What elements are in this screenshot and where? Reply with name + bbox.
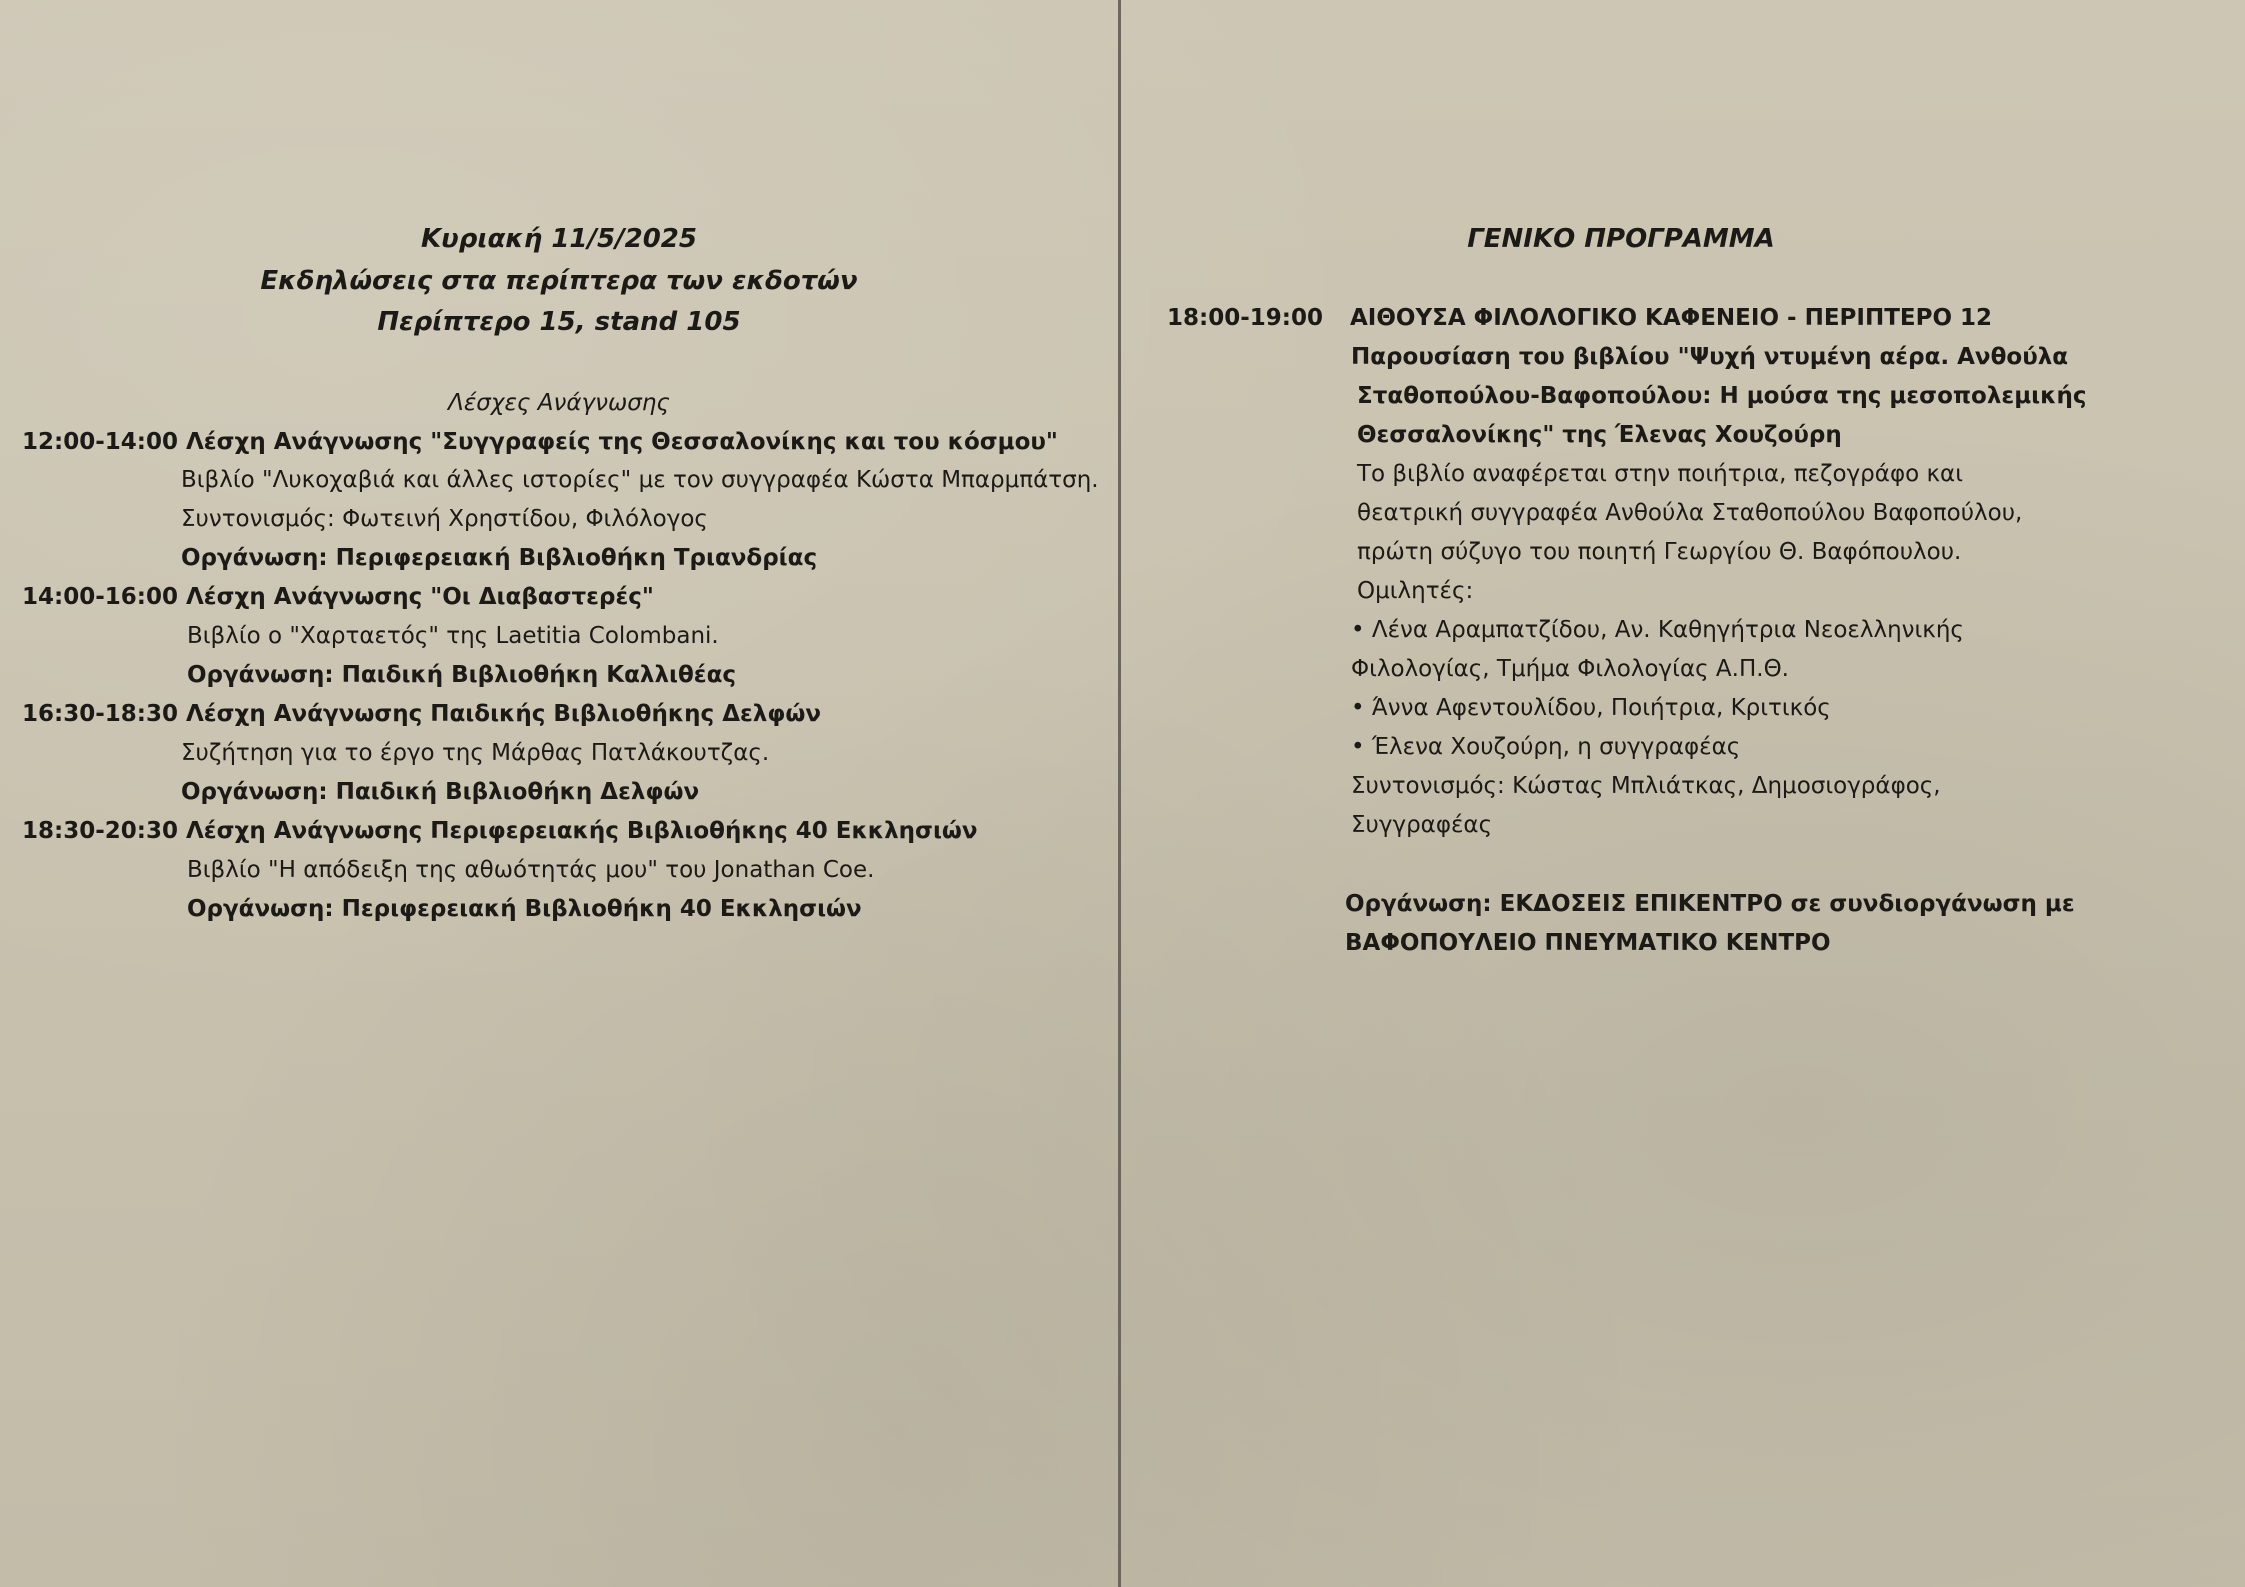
event-3-description: Συζήτηση για το έργο της Μάρθας Πατλάκουτζας. xyxy=(181,740,770,766)
event-4-book: Βιβλίο "Η απόδειξη της αθωότητάς μου" του Jonathan Coe. xyxy=(187,857,875,883)
event-3-time: 16:30-18:30 xyxy=(22,701,178,727)
event-3-organizer: Οργάνωση: Παιδική Βιβλιοθήκη Δελφών xyxy=(181,779,700,805)
event-2-book: Βιβλίο ο "Χαρταετός" της Laetitia Colombani. xyxy=(187,623,719,649)
organizer-line-2: ΒΑΦΟΠΟΥΛΕΙΟ ΠΝΕΥΜΑΤΙΚΟ ΚΕΝΤΡΟ xyxy=(1345,930,1831,956)
event-1-book: Βιβλίο "Λυκοχαβιά και άλλες ιστορίες" με τον συγγραφέα Κώστα Μπαρμπάτση. xyxy=(181,467,1099,493)
event-2-time: 14:00-16:00 xyxy=(22,584,178,610)
reading-clubs-subheading: Λέσχες Ανάγνωσης xyxy=(448,390,670,416)
event-1-coordination: Συντονισμός: Φωτεινή Χρηστίδου, Φιλόλογος xyxy=(181,506,708,532)
event-2-organizer: Οργάνωση: Παιδική Βιβλιοθήκη Καλλιθέας xyxy=(187,662,737,688)
right-column xyxy=(1121,0,2245,1587)
speaker-3: • Έλενα Χουζούρη, η συγγραφέας xyxy=(1351,734,1741,760)
description-line-1: Το βιβλίο αναφέρεται στην ποιήτρια, πεζογράφο και xyxy=(1357,461,1963,487)
coordination-continued: Συγγραφέας xyxy=(1351,812,1493,838)
event-1-organizer: Οργάνωση: Περιφερειακή Βιβλιοθήκη Τριανδρίας xyxy=(181,545,818,571)
event-1-time: 12:00-14:00 xyxy=(22,429,178,455)
description-line-2: θεατρική συγγραφέα Ανθούλα Σταθοπούλου Βαφοπούλου, xyxy=(1357,500,2023,526)
organizer-line-1: Οργάνωση: ΕΚΔΟΣΕΙΣ ΕΠΙΚΕΝΤΡΟ σε συνδιοργάνωση με xyxy=(1345,891,2075,917)
book-title-line-2: Σταθοπούλου-Βαφοπούλου: Η μούσα της μεσοπολεμικής xyxy=(1357,383,2087,409)
speaker-2: • Άννα Αφεντουλίδου, Ποιήτρια, Κριτικός xyxy=(1351,695,1831,721)
description-line-3: πρώτη σύζυγο του ποιητή Γεωργίου Θ. Βαφόπουλου. xyxy=(1357,539,1962,565)
speaker-1-continued: Φιλολογίας, Τμήμα Φιλολογίας Α.Π.Θ. xyxy=(1351,656,1789,682)
program-venue: ΑΙΘΟΥΣΑ ΦΙΛΟΛΟΓΙΚΟ ΚΑΦΕΝΕΙΟ - ΠΕΡΙΠΤΕΡΟ 12 xyxy=(1350,305,1993,331)
speaker-1: • Λένα Αραμπατζίδου, Αν. Καθηγήτρια Νεοελληνικής xyxy=(1351,617,1964,643)
event-1-title: Λέσχη Ανάγνωσης "Συγγραφείς της Θεσσαλονίκης και του κόσμου" xyxy=(186,429,1058,455)
speakers-label: Ομιλητές: xyxy=(1357,578,1474,604)
left-column xyxy=(0,0,1118,1587)
event-4-organizer: Οργάνωση: Περιφερειακή Βιβλιοθήκη 40 Εκκλησιών xyxy=(187,896,862,922)
coordination: Συντονισμός: Κώστας Μπλιάτκας, Δημοσιογράφος, xyxy=(1351,773,1941,799)
general-program-heading: ΓΕΝΙΚΟ ΠΡΟΓΡΑΜΜΑ xyxy=(1467,224,1775,254)
event-4-time: 18:30-20:30 xyxy=(22,818,178,844)
book-title-line-3: Θεσσαλονίκης" της Έλενας Χουζούρη xyxy=(1357,422,1842,448)
book-title-line-1: Παρουσίαση του βιβλίου "Ψυχή ντυμένη αέρα. Ανθούλα xyxy=(1351,344,2069,370)
events-heading: Εκδηλώσεις στα περίπτερα των εκδοτών xyxy=(260,266,858,296)
event-4-title: Λέσχη Ανάγνωσης Περιφερειακής Βιβλιοθήκης 40 Εκκλησιών xyxy=(186,818,978,844)
stand-heading: Περίπτερο 15, stand 105 xyxy=(377,307,741,337)
program-time: 18:00-19:00 xyxy=(1167,305,1323,331)
date-heading: Κυριακή 11/5/2025 xyxy=(421,224,697,254)
event-2-title: Λέσχη Ανάγνωσης "Οι Διαβαστερές" xyxy=(186,584,654,610)
event-3-title: Λέσχη Ανάγνωσης Παιδικής Βιβλιοθήκης Δελφών xyxy=(186,701,821,727)
